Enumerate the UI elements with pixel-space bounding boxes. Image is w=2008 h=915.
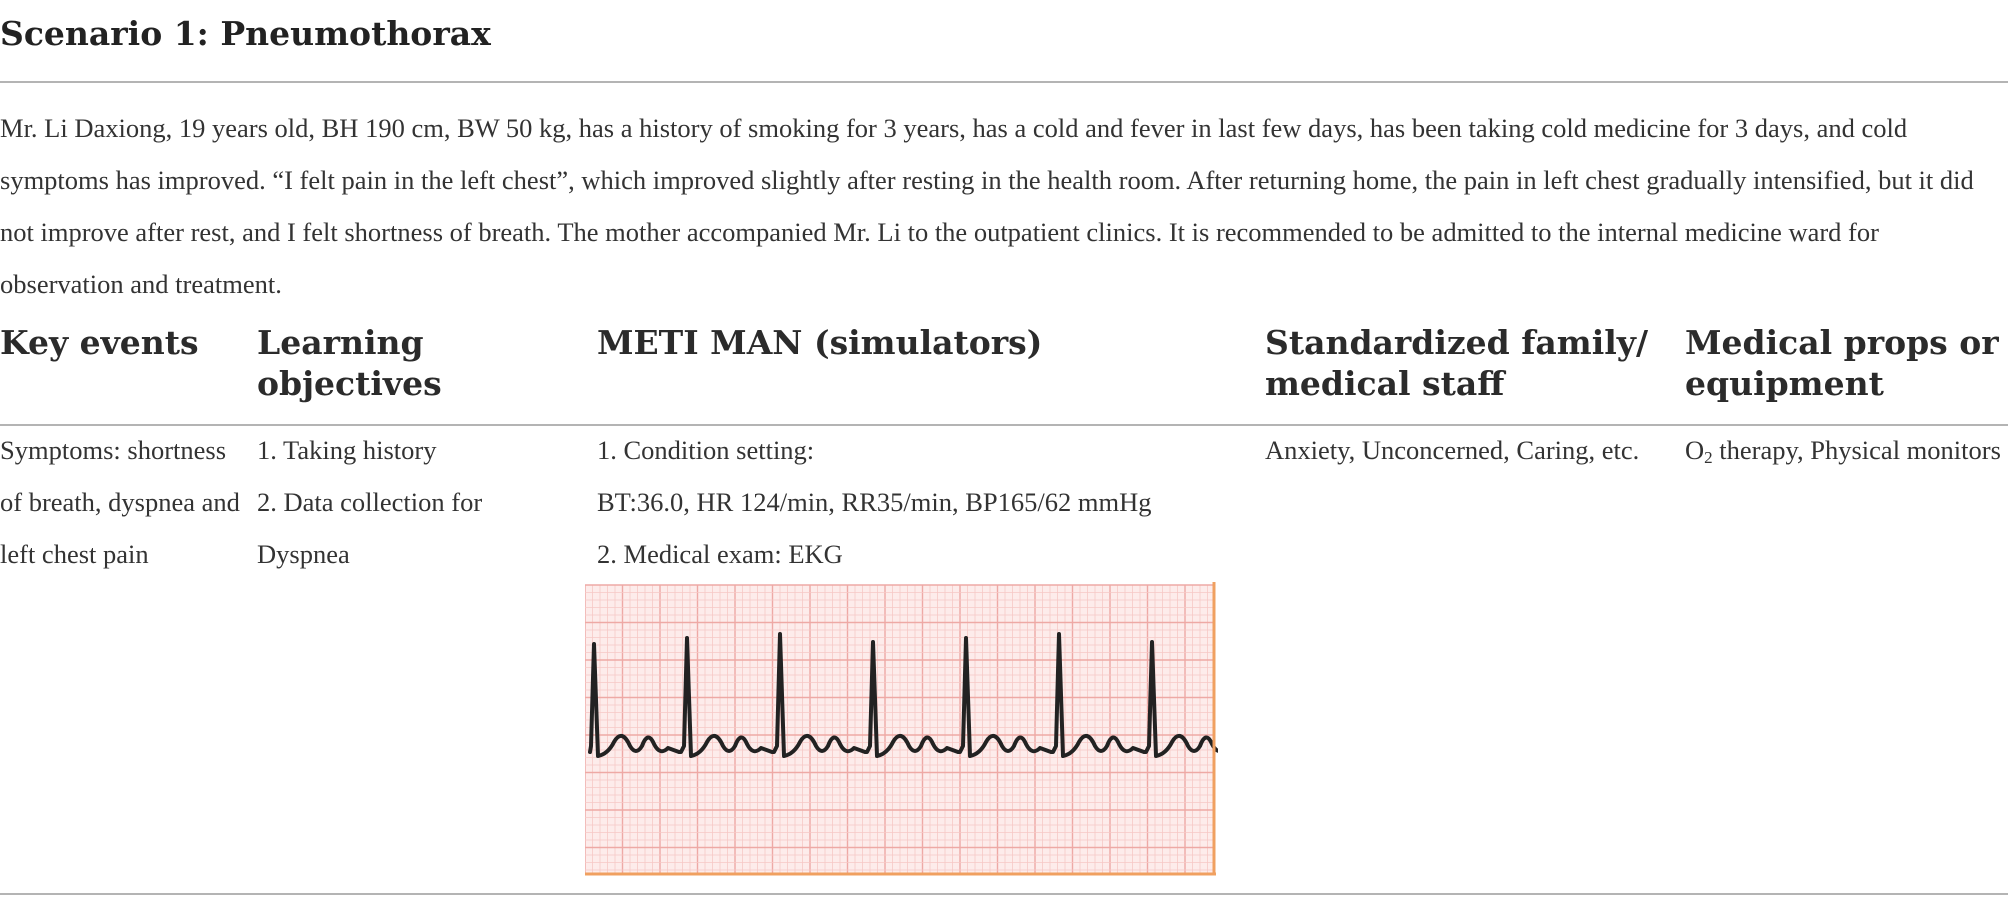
header-key-events: Key events [0,323,199,362]
cell-learning-objectives [257,424,577,580]
header-props: Medical props or equipment [1685,323,1999,403]
medical-exam: 2. Medical exam: EKG [597,539,843,569]
condition-setting: 1. Condition setting: [597,435,815,465]
objective-2: 2. Data collection for Dyspnea [257,487,483,569]
cell-family-staff: Anxiety, Unconcerned, Caring, etc. [1265,435,1640,465]
header-simulators: METI MAN (simulators) [597,323,1043,362]
table-bottom-rule [0,893,2008,895]
props-subscript: 2 [1704,448,1713,467]
ekg-strip [585,582,1218,878]
cell-props [1685,424,2005,484]
cell-simulators [597,424,1237,580]
header-family-staff: Standardized family/ medical staff [1265,323,1648,403]
vitals: BT:36.0, HR 124/min, RR35/min, BP165/62 mmHg [597,487,1152,517]
title-divider [0,81,2008,83]
cell-key-events: Symptoms: shortness of breath, dyspnea and left chest pain [0,435,240,569]
objective-1: 1. Taking history [257,435,437,465]
scenario-title: Scenario 1: Pneumothorax [0,14,491,53]
header-learning-objectives: Learning objectives [257,323,442,403]
scenario-description: Mr. Li Daxiong, 19 years old, BH 190 cm, BW 50 kg, has a history of smoking for 3 years, has a cold and fever in last few days, has been taking cold medicine for 3 days, and cold symptoms has improved. “I felt pain in the left chest”, which improved slightly after resting in the health room. After returning home, the pain in left chest gradually intensified, but it did not improve after rest, and I felt shortness of breath. The mother accompanied Mr. Li to the outpatient clinics. It is recommended to be admitted to the internal medicine ward for observation and treatment. [0,113,1974,299]
props-o: O [1685,435,1705,465]
props-rest: therapy, Physical monitors [1712,435,2001,465]
